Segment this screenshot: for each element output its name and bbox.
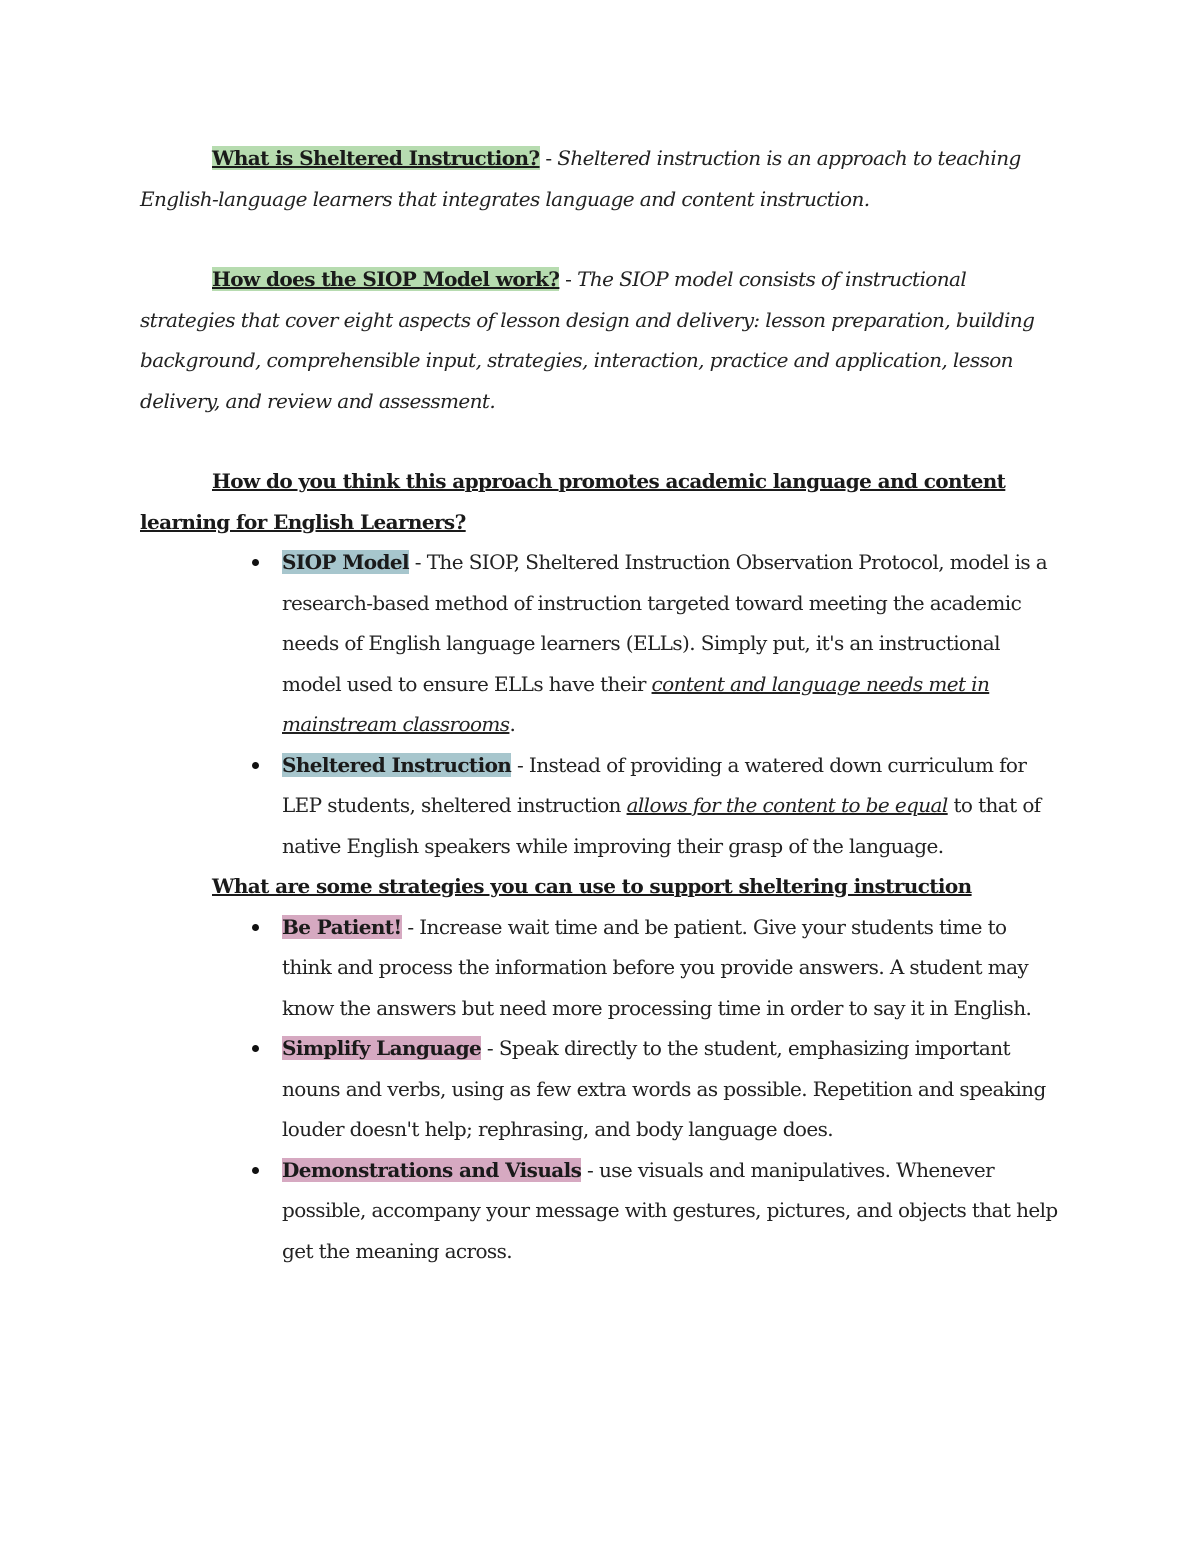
separator: - bbox=[539, 146, 558, 170]
item-text: - Speak directly to the student, emphasizing important nouns and verbs, using as few extra words as possible. Repetition and speaking louder doesn't help; rephrasing, and body language does. bbox=[282, 1036, 1046, 1141]
term-siop-model: SIOP Model bbox=[282, 550, 410, 574]
sheltered-instruction-paragraph bbox=[140, 138, 1060, 219]
strategies-bullet-list bbox=[140, 907, 1060, 1272]
item-text: - use visuals and manipulatives. Whenever possible, accompany your message with gestures, pictures, and objects that help get the meaning across. bbox=[282, 1157, 1058, 1263]
item-text-after: to that of native English speakers while improving their grasp of the language. bbox=[282, 793, 1041, 858]
term-demonstrations-visuals: Demonstrations and Visuals bbox=[282, 1157, 582, 1182]
item-text: - The SIOP, Sheltered Instruction Observation Protocol, model is a research-based method of instruction targeted toward meeting the academic needs of English language learners (ELLs). Simply put, it's an instructional model used to ensure ELLs have their bbox=[282, 550, 1048, 696]
answer-sheltered-instruction: Sheltered instruction is an approach to teaching English-language learners that integrates language and content instruction. bbox=[140, 146, 1021, 211]
item-text: - Increase wait time and be patient. Give your students time to think and process the information before you provide answers. A student may know the answers but need more processing time in order to say it in English. bbox=[282, 914, 1032, 1020]
item-emphasis: allows for the content to be equal bbox=[626, 793, 948, 817]
paragraph-spacer bbox=[140, 219, 1060, 259]
answer-siop-model: The SIOP model consists of instructional strategies that cover eight aspects of lesson design and delivery: lesson preparation, building background, comprehensible input, strategies, interaction, practice and application, lesson delivery, and review and assessment. bbox=[140, 267, 1035, 413]
siop-model-paragraph bbox=[140, 259, 1060, 421]
list-item bbox=[140, 745, 1060, 867]
list-item bbox=[140, 907, 1060, 1029]
approach-heading: How do you think this approach promotes academic language and content learning for English Learners? bbox=[140, 469, 1006, 534]
bullet-icon bbox=[252, 762, 259, 769]
term-be-patient: Be Patient! bbox=[282, 914, 402, 939]
strategies-heading: What are some strategies you can use to support sheltering instruction bbox=[212, 874, 972, 898]
bullet-icon bbox=[252, 1167, 259, 1174]
item-emphasis: content and language needs met in mainstream classrooms bbox=[282, 671, 990, 736]
term-simplify-language: Simplify Language bbox=[282, 1036, 482, 1060]
separator: - bbox=[559, 267, 578, 291]
strategies-heading-paragraph bbox=[140, 866, 1060, 907]
term-sheltered-instruction: Sheltered Instruction bbox=[282, 752, 512, 777]
list-item bbox=[140, 1028, 1060, 1150]
bullet-icon bbox=[252, 1045, 259, 1052]
list-item bbox=[140, 1150, 1060, 1272]
approach-heading-paragraph bbox=[140, 461, 1060, 542]
list-item bbox=[140, 542, 1060, 745]
paragraph-spacer bbox=[140, 421, 1060, 461]
item-text: - Instead of providing a watered down curriculum for LEP students, sheltered instruction bbox=[282, 752, 1027, 817]
bullet-icon bbox=[252, 924, 259, 931]
question-sheltered-instruction: What is Sheltered Instruction? bbox=[212, 146, 540, 170]
approach-bullet-list bbox=[140, 542, 1060, 866]
question-siop-model: How does the SIOP Model work? bbox=[212, 267, 560, 291]
bullet-icon bbox=[252, 559, 259, 566]
document-page bbox=[140, 138, 1060, 1271]
item-text-after: . bbox=[509, 712, 516, 736]
